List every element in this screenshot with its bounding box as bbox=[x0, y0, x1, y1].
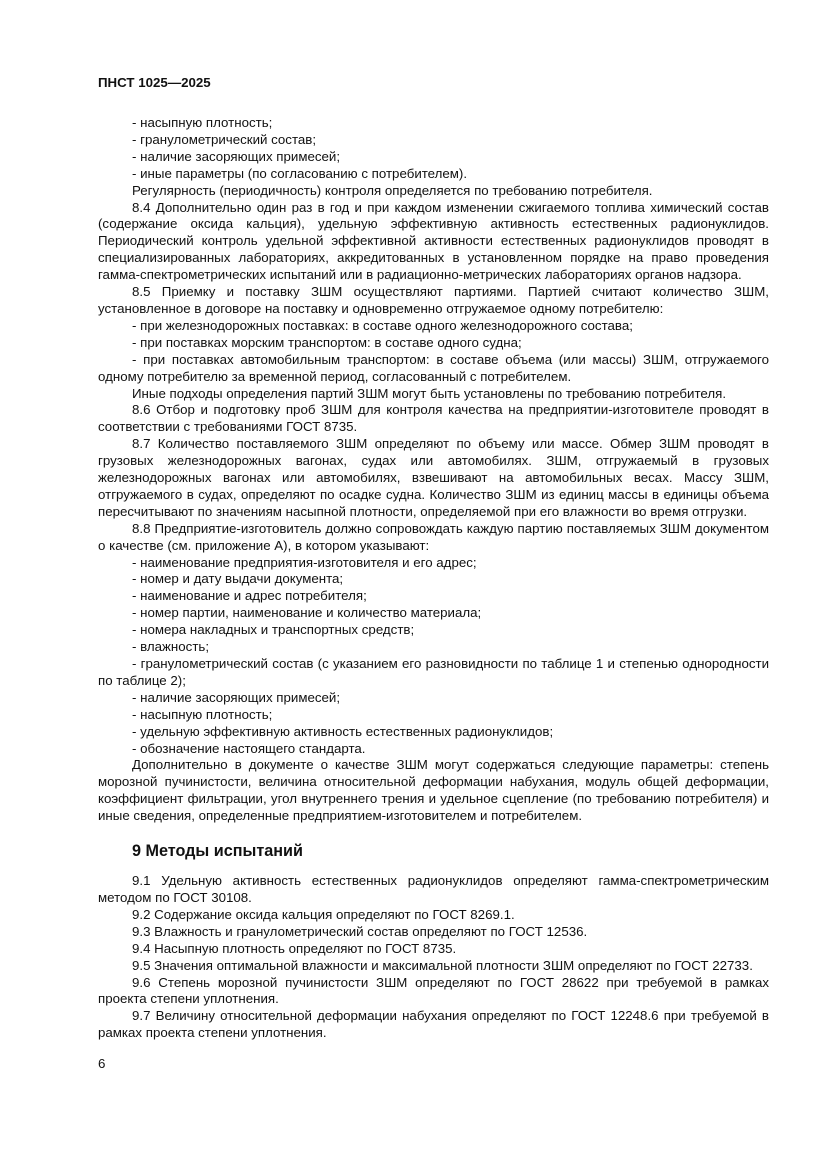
list-item: - удельную эффективную активность естественных радионуклидов; bbox=[98, 724, 769, 741]
page-number: 6 bbox=[98, 1056, 106, 1071]
paragraph: 9.3 Влажность и гранулометрический состав определяют по ГОСТ 12536. bbox=[132, 923, 588, 939]
list-item: - наименование предприятия-изготовителя и его адрес; bbox=[98, 555, 769, 572]
document-body bbox=[98, 115, 769, 1042]
section-heading: 9 Методы испытаний bbox=[132, 842, 303, 861]
list-item: - насыпную плотность; bbox=[98, 707, 769, 724]
list-item: - наименование и адрес потребителя; bbox=[98, 588, 769, 605]
paragraph: 8.8 Предприятие-изготовитель должно сопровождать каждую партию поставляемых ЗШМ документом о качестве (см. приложение А), в котором указывают: bbox=[98, 520, 769, 553]
paragraph: 8.5 Приемку и поставку ЗШМ осуществляют партиями. Партией считают количество ЗШМ, установленное в договоре на поставку и одновременно отгружаемое одному потребителю: bbox=[98, 284, 769, 316]
list-item: - гранулометрический состав; bbox=[98, 132, 769, 149]
paragraph: 8.6 Отбор и подготовку проб ЗШМ для контроля качества на предприятии-изготовителе проводят в соответствии с требованиями ГОСТ 8735. bbox=[98, 402, 769, 435]
list-item: - при поставках морским транспортом: в составе одного судна; bbox=[98, 335, 769, 352]
list-item: - насыпную плотность; bbox=[98, 115, 769, 132]
paragraph: 9.6 Степень морозной пучинистости ЗШМ определяют по ГОСТ 28622 при требуемой в рамках проекта степени уплотнения. bbox=[98, 974, 769, 1007]
list-item: - влажность; bbox=[98, 639, 769, 656]
paragraph: Иные подходы определения партий ЗШМ могут быть установлены по требованию потребителя. bbox=[132, 385, 727, 401]
paragraph: Регулярность (периодичность) контроля определяется по требованию потребителя. bbox=[132, 182, 653, 198]
list-item: - номер и дату выдачи документа; bbox=[98, 571, 769, 588]
paragraph: 9.5 Значения оптимальной влажности и максимальной плотности ЗШМ определяют по ГОСТ 22733. bbox=[132, 957, 753, 973]
list-item: - номер партии, наименование и количество материала; bbox=[98, 605, 769, 622]
list-item: - при поставках автомобильным транспортом: в составе объема (или массы) ЗШМ, отгружаемого одному потребителю за временной период, согласованный с потребителем. bbox=[98, 352, 769, 386]
paragraph: Дополнительно в документе о качестве ЗШМ могут содержаться следующие параметры: степень морозной пучинистости, величина относительной деформации набухания, модуль общей деформации, коэффициент фильтрации, угол внутреннего трения и удельное сцепление (по требованию потребителя) и иные сведения, определенные предприятием-изготовителем и потребителем. bbox=[98, 757, 769, 824]
paragraph: 8.4 Дополнительно один раз в год и при каждом изменении сжигаемого топлива химический состав (содержание оксида кальция), удельную эффективную активность естественных радионуклидов. Периодический контроль удельной эффективной активности естественных радионуклидов проводят в специализированных лабораториях, аккредитованных в установленном порядке на право проведения гамма-спектрометрических испытаний или в радиационно-метрических лабораториях органов надзора. bbox=[98, 199, 769, 283]
list-item: - иные параметры (по согласованию с потребителем). bbox=[98, 166, 769, 183]
list-item: - наличие засоряющих примесей; bbox=[98, 149, 769, 166]
list-item: - обозначение настоящего стандарта. bbox=[98, 741, 769, 758]
paragraph: 9.7 Величину относительной деформации набухания определяют по ГОСТ 12248.6 при требуемой в рамках проекта степени уплотнения. bbox=[98, 1008, 769, 1041]
paragraph: 9.1 Удельную активность естественных радионуклидов определяют гамма-спектрометрическим методом по ГОСТ 30108. bbox=[98, 873, 769, 905]
paragraph: 8.7 Количество поставляемого ЗШМ определяют по объему или массе. Обмер ЗШМ проводят в грузовых железнодорожных вагонах, судах или автомобилях. ЗШМ, отгружаемый в грузовых железнодорожных вагонах или автомобилях, взвешивают на автомобильных весах. Массу ЗШМ, отгружаемого в судах, определяют по осадке судна. Количество ЗШМ из единиц массы в единицы объема пересчитывают по значениям насыпной плотности, определяемой при его влажности во время отгрузки. bbox=[98, 436, 769, 519]
paragraph: 9.2 Содержание оксида кальция определяют по ГОСТ 8269.1. bbox=[132, 906, 515, 922]
list-item: - наличие засоряющих примесей; bbox=[98, 690, 769, 707]
list-item: - при железнодорожных поставках: в составе одного железнодорожного состава; bbox=[98, 318, 769, 335]
list-item: - гранулометрический состав (с указанием его разновидности по таблице 1 и степенью однородности по таблице 2); bbox=[98, 656, 769, 690]
list-item: - номера накладных и транспортных средств; bbox=[98, 622, 769, 639]
paragraph: 9.4 Насыпную плотность определяют по ГОСТ 8735. bbox=[132, 940, 457, 956]
document-header: ПНСТ 1025—2025 bbox=[98, 75, 211, 90]
